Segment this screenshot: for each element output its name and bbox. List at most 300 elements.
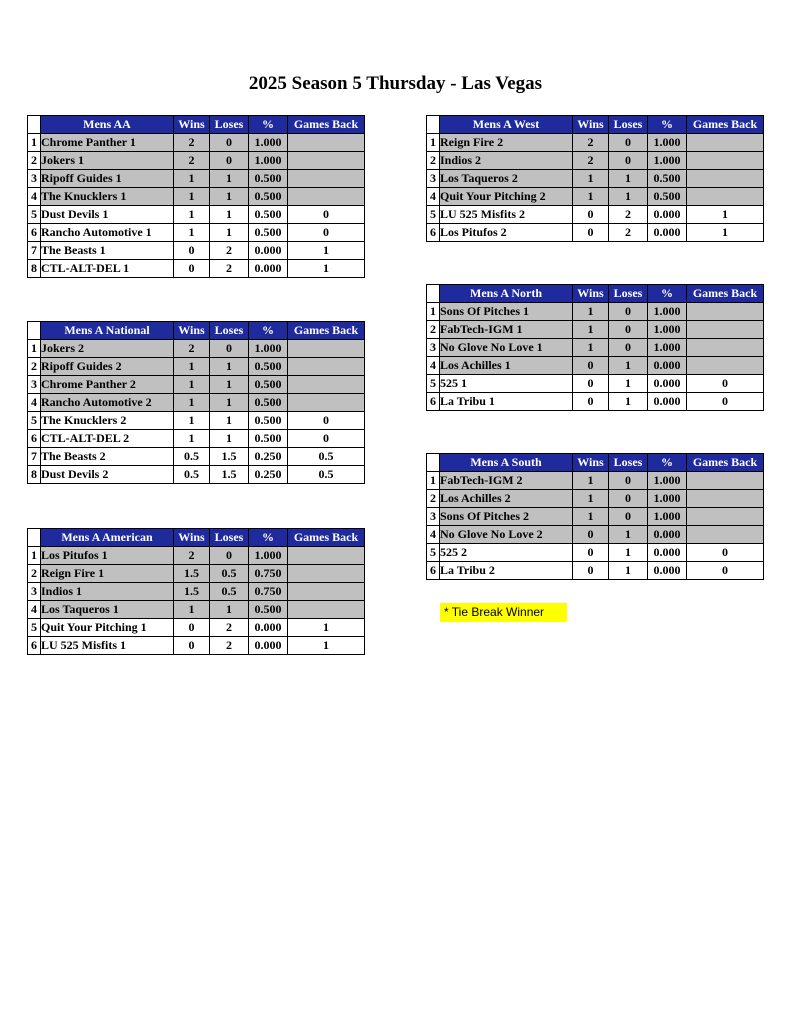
page-title: 2025 Season 5 Thursday - Las Vegas [248,73,543,94]
table-row [427,375,764,393]
pct-cell: 1.000 [648,508,687,526]
table-row [28,358,365,376]
team-name-cell: FabTech-IGM 2 [440,472,573,490]
rank-cell: 2 [28,565,41,583]
wins-cell: 1 [174,188,210,206]
team-name-cell: Los Taqueros 1 [41,601,174,619]
table-row [28,412,365,430]
column-header-wins: Wins [573,285,609,303]
wins-cell: 0 [174,242,210,260]
wins-cell: 0 [174,619,210,637]
pct-cell: 0.000 [648,393,687,411]
rank-cell: 5 [427,375,440,393]
rank-cell: 6 [28,430,41,448]
games-back-cell [288,170,365,188]
table-row [28,224,365,242]
table-row [427,562,764,580]
pct-cell: 1.000 [249,340,288,358]
pct-cell: 0.500 [249,206,288,224]
division-table-mens-aa [27,115,365,278]
wins-cell: 0 [573,393,609,411]
rank-cell: 6 [28,224,41,242]
rank-cell: 7 [28,242,41,260]
wins-cell: 2 [174,340,210,358]
column-header-games-back: Games Back [288,322,365,340]
division-name: Mens A South [440,454,573,472]
pct-cell: 0.500 [249,394,288,412]
table-row [28,547,365,565]
loses-cell: 1 [609,170,648,188]
loses-cell: 1 [210,430,249,448]
games-back-cell [288,152,365,170]
rank-cell: 1 [427,472,440,490]
wins-cell: 1 [174,206,210,224]
team-name-cell: Ripoff Guides 2 [41,358,174,376]
rank-cell: 4 [427,357,440,375]
team-name-cell: Jokers 1 [41,152,174,170]
table-row [427,134,764,152]
table-row [28,565,365,583]
column-header-loses: Loses [609,116,648,134]
rank-cell: 4 [28,394,41,412]
pct-cell: 0.500 [249,601,288,619]
table-row [427,303,764,321]
rank-cell: 2 [427,321,440,339]
team-name-cell: Los Pitufos 1 [41,547,174,565]
pct-cell: 0.000 [648,544,687,562]
rank-cell: 4 [427,526,440,544]
pct-cell: 0.250 [249,448,288,466]
table-header-row [28,529,365,547]
team-name-cell: Rancho Automotive 2 [41,394,174,412]
rank-cell: 5 [427,206,440,224]
rank-cell: 8 [28,466,41,484]
games-back-cell: 0 [288,206,365,224]
column-header-wins: Wins [174,322,210,340]
rank-cell: 6 [28,637,41,655]
loses-cell: 0.5 [210,565,249,583]
rank-cell: 1 [28,547,41,565]
rank-cell: 2 [427,490,440,508]
division-table-mens-a-american [27,528,365,655]
games-back-cell [687,303,764,321]
games-back-cell [687,526,764,544]
games-back-cell [687,152,764,170]
team-name-cell: No Glove No Love 2 [440,526,573,544]
wins-cell: 0 [573,526,609,544]
pct-cell: 1.000 [648,134,687,152]
table-header-row [28,322,365,340]
table-row [28,619,365,637]
column-header-games-back: Games Back [687,454,764,472]
wins-cell: 0.5 [174,448,210,466]
column-header-wins: Wins [573,454,609,472]
games-back-cell [687,134,764,152]
team-name-cell: Los Taqueros 2 [440,170,573,188]
header-corner [28,116,41,134]
table-row [28,583,365,601]
table-row [427,508,764,526]
pct-cell: 1.000 [249,152,288,170]
team-name-cell: CTL-ALT-DEL 1 [41,260,174,278]
rank-cell: 2 [28,152,41,170]
header-corner [427,454,440,472]
games-back-cell: 1 [288,242,365,260]
rank-cell: 1 [427,303,440,321]
loses-cell: 1 [609,526,648,544]
games-back-cell [687,339,764,357]
loses-cell: 0 [609,472,648,490]
wins-cell: 2 [573,134,609,152]
table-row [28,394,365,412]
table-row [427,357,764,375]
table-row [28,466,365,484]
team-name-cell: No Glove No Love 1 [440,339,573,357]
team-name-cell: LU 525 Misfits 2 [440,206,573,224]
pct-cell: 0.750 [249,565,288,583]
column-header-loses: Loses [210,322,249,340]
team-name-cell: Ripoff Guides 1 [41,170,174,188]
team-name-cell: LU 525 Misfits 1 [41,637,174,655]
wins-cell: 0 [174,637,210,655]
loses-cell: 0 [210,340,249,358]
table-row [427,393,764,411]
table-row [28,134,365,152]
column-header-loses: Loses [609,454,648,472]
rank-cell: 8 [28,260,41,278]
wins-cell: 2 [174,134,210,152]
games-back-cell [687,508,764,526]
games-back-cell: 0 [687,393,764,411]
division-table-mens-a-national [27,321,365,484]
division-table-mens-a-south [426,453,764,580]
team-name-cell: Jokers 2 [41,340,174,358]
wins-cell: 0 [573,224,609,242]
loses-cell: 0 [210,152,249,170]
team-name-cell: The Beasts 1 [41,242,174,260]
column-header-pct: % [249,322,288,340]
column-header-pct: % [648,116,687,134]
games-back-cell: 0 [288,224,365,242]
team-name-cell: Rancho Automotive 1 [41,224,174,242]
pct-cell: 0.750 [249,583,288,601]
table-row [427,339,764,357]
wins-cell: 1 [573,303,609,321]
wins-cell: 1.5 [174,583,210,601]
team-name-cell: Los Pitufos 2 [440,224,573,242]
team-name-cell: La Tribu 2 [440,562,573,580]
games-back-cell [288,188,365,206]
table-row [427,224,764,242]
loses-cell: 0 [210,547,249,565]
loses-cell: 2 [609,224,648,242]
column-header-games-back: Games Back [288,116,365,134]
games-back-cell [288,358,365,376]
games-back-cell: 0 [288,430,365,448]
loses-cell: 1 [210,358,249,376]
table-row [28,376,365,394]
games-back-cell [288,376,365,394]
header-corner [28,322,41,340]
rank-cell: 4 [427,188,440,206]
pct-cell: 1.000 [648,303,687,321]
pct-cell: 0.500 [249,224,288,242]
team-name-cell: 525 2 [440,544,573,562]
division-name: Mens A West [440,116,573,134]
games-back-cell [288,565,365,583]
team-name-cell: Quit Your Pitching 2 [440,188,573,206]
loses-cell: 1.5 [210,466,249,484]
rank-cell: 6 [427,224,440,242]
wins-cell: 0 [174,260,210,278]
division-table-mens-a-north [426,284,764,411]
team-name-cell: Los Achilles 1 [440,357,573,375]
games-back-cell [288,601,365,619]
rank-cell: 5 [427,544,440,562]
wins-cell: 1 [573,508,609,526]
division-name: Mens A National [41,322,174,340]
pct-cell: 0.000 [249,619,288,637]
pct-cell: 0.000 [648,526,687,544]
wins-cell: 1 [573,188,609,206]
loses-cell: 0 [609,490,648,508]
pct-cell: 0.000 [249,242,288,260]
wins-cell: 1 [174,601,210,619]
team-name-cell: The Knucklers 1 [41,188,174,206]
rank-cell: 5 [28,412,41,430]
rank-cell: 3 [427,508,440,526]
wins-cell: 1 [174,224,210,242]
rank-cell: 1 [28,134,41,152]
table-row [427,321,764,339]
wins-cell: 1.5 [174,565,210,583]
table-row [427,152,764,170]
pct-cell: 1.000 [648,152,687,170]
rank-cell: 4 [28,188,41,206]
games-back-cell: 0.5 [288,448,365,466]
pct-cell: 0.500 [249,170,288,188]
table-row [427,188,764,206]
loses-cell: 0 [609,321,648,339]
team-name-cell: CTL-ALT-DEL 2 [41,430,174,448]
pct-cell: 0.500 [249,358,288,376]
loses-cell: 1 [609,562,648,580]
loses-cell: 1 [609,393,648,411]
table-row [28,188,365,206]
team-name-cell: Reign Fire 2 [440,134,573,152]
wins-cell: 1 [174,430,210,448]
games-back-cell [687,321,764,339]
division-table-mens-a-west [426,115,764,242]
games-back-cell [687,170,764,188]
pct-cell: 0.250 [249,466,288,484]
loses-cell: 1 [210,394,249,412]
games-back-cell: 1 [687,206,764,224]
table-row [28,637,365,655]
header-corner [28,529,41,547]
pct-cell: 0.500 [249,376,288,394]
column-header-pct: % [249,529,288,547]
team-name-cell: Dust Devils 2 [41,466,174,484]
team-name-cell: 525 1 [440,375,573,393]
column-header-games-back: Games Back [288,529,365,547]
wins-cell: 1 [573,472,609,490]
loses-cell: 2 [210,619,249,637]
loses-cell: 0 [609,303,648,321]
team-name-cell: Los Achilles 2 [440,490,573,508]
loses-cell: 1 [210,412,249,430]
games-back-cell [687,490,764,508]
pct-cell: 0.500 [648,188,687,206]
loses-cell: 0 [609,339,648,357]
rank-cell: 1 [28,340,41,358]
games-back-cell: 0 [687,562,764,580]
wins-cell: 0 [573,375,609,393]
loses-cell: 1 [210,188,249,206]
loses-cell: 1 [609,375,648,393]
loses-cell: 0 [609,134,648,152]
table-row [427,544,764,562]
pct-cell: 1.000 [648,490,687,508]
wins-cell: 1 [573,321,609,339]
table-row [427,170,764,188]
pct-cell: 0.000 [648,224,687,242]
column-header-pct: % [648,285,687,303]
table-row [427,472,764,490]
games-back-cell: 0.5 [288,466,365,484]
team-name-cell: FabTech-IGM 1 [440,321,573,339]
wins-cell: 2 [174,152,210,170]
games-back-cell: 1 [288,637,365,655]
table-row [28,448,365,466]
wins-cell: 0 [573,544,609,562]
team-name-cell: La Tribu 1 [440,393,573,411]
table-row [28,152,365,170]
games-back-cell [687,472,764,490]
games-back-cell [288,583,365,601]
loses-cell: 1 [210,601,249,619]
team-name-cell: Indios 2 [440,152,573,170]
rank-cell: 3 [427,170,440,188]
team-name-cell: Indios 1 [41,583,174,601]
team-name-cell: Dust Devils 1 [41,206,174,224]
rank-cell: 2 [427,152,440,170]
pct-cell: 1.000 [648,339,687,357]
table-header-row [28,116,365,134]
team-name-cell: Reign Fire 1 [41,565,174,583]
table-row [28,430,365,448]
table-header-row [427,454,764,472]
games-back-cell: 0 [288,412,365,430]
table-header-row [427,285,764,303]
loses-cell: 2 [609,206,648,224]
rank-cell: 3 [28,376,41,394]
wins-cell: 0 [573,206,609,224]
pct-cell: 1.000 [249,134,288,152]
loses-cell: 1 [609,544,648,562]
table-header-row [427,116,764,134]
loses-cell: 1 [609,357,648,375]
games-back-cell: 0 [687,375,764,393]
rank-cell: 1 [427,134,440,152]
pct-cell: 0.000 [249,637,288,655]
tie-break-note: * Tie Break Winner [440,603,567,622]
column-header-loses: Loses [210,529,249,547]
loses-cell: 2 [210,242,249,260]
pct-cell: 0.500 [648,170,687,188]
table-row [427,526,764,544]
games-back-cell [288,134,365,152]
team-name-cell: Sons Of Pitches 2 [440,508,573,526]
games-back-cell [288,340,365,358]
loses-cell: 1.5 [210,448,249,466]
pct-cell: 1.000 [648,321,687,339]
column-header-pct: % [249,116,288,134]
games-back-cell [288,394,365,412]
loses-cell: 0 [210,134,249,152]
wins-cell: 1 [573,339,609,357]
rank-cell: 3 [427,339,440,357]
pct-cell: 0.000 [648,375,687,393]
team-name-cell: Chrome Panther 1 [41,134,174,152]
wins-cell: 0 [573,357,609,375]
division-name: Mens A North [440,285,573,303]
loses-cell: 0.5 [210,583,249,601]
games-back-cell: 1 [687,224,764,242]
loses-cell: 2 [210,637,249,655]
wins-cell: 1 [573,490,609,508]
loses-cell: 0 [609,508,648,526]
table-row [28,206,365,224]
loses-cell: 0 [609,152,648,170]
rank-cell: 3 [28,583,41,601]
wins-cell: 1 [174,394,210,412]
rank-cell: 7 [28,448,41,466]
games-back-cell [687,188,764,206]
games-back-cell: 1 [288,260,365,278]
games-back-cell [288,547,365,565]
loses-cell: 1 [210,224,249,242]
team-name-cell: Quit Your Pitching 1 [41,619,174,637]
pct-cell: 0.000 [648,562,687,580]
rank-cell: 4 [28,601,41,619]
rank-cell: 6 [427,562,440,580]
loses-cell: 1 [210,376,249,394]
table-row [28,340,365,358]
wins-cell: 1 [573,170,609,188]
team-name-cell: Sons Of Pitches 1 [440,303,573,321]
loses-cell: 1 [609,188,648,206]
rank-cell: 5 [28,206,41,224]
pct-cell: 0.500 [249,412,288,430]
header-corner [427,285,440,303]
rank-cell: 5 [28,619,41,637]
rank-cell: 6 [427,393,440,411]
table-row [427,490,764,508]
loses-cell: 1 [210,170,249,188]
team-name-cell: The Beasts 2 [41,448,174,466]
table-row [28,242,365,260]
wins-cell: 1 [174,358,210,376]
table-row [28,260,365,278]
column-header-wins: Wins [174,116,210,134]
column-header-games-back: Games Back [687,285,764,303]
wins-cell: 1 [174,376,210,394]
pct-cell: 0.500 [249,188,288,206]
table-row [28,170,365,188]
pct-cell: 1.000 [648,472,687,490]
table-row [427,206,764,224]
